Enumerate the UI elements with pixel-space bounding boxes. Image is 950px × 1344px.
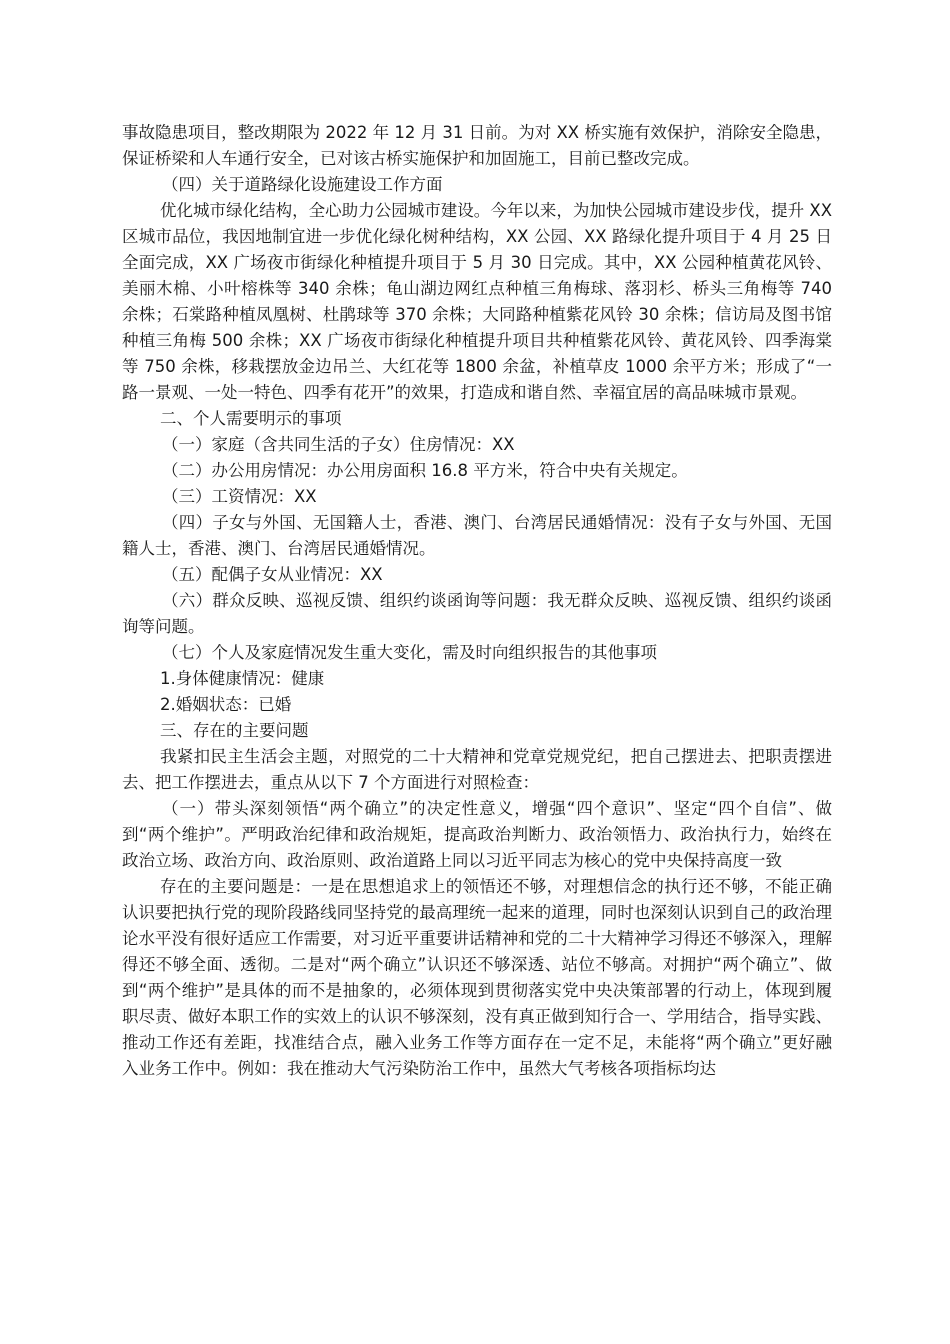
heading-personal-matters: 二、个人需要明示的事项 (160, 409, 342, 428)
paragraph-greening-detail: 优化城市绿化结构，全心助力公园城市建设。今年以来，为加快公园城市建设步伐，提升 XX 区城市品位，我因地制宜进一步优化绿化树种结构，XX 公园、XX 路绿化提升项目于 4 月 25 日全面完成，XX 广场夜市街绿化种植提升项目于 5 月 30 日完成。其中，XX 公园种植黄花风铃、美丽木棉、小叶榕株等 340 余株；龟山湖边网红点种植三角梅球、落羽杉、桥头三角梅等 740 余株；石棠路种植凤凰树、杜鹃球等 370 余株；大同路种植紫花风铃 30 余株；信访局及图书馆种植三角梅 500 余株；XX 广场夜市街绿化种植提升项目共种植紫花风铃、黄花风铃、四季海棠等 750 余株，移栽摆放金边吊兰、大红花等 1800 余盆，补植草皮 1000 余平方米；形成了“一路一景观、一处一特色、四季有花开”的效果，打造成和谐自然、幸福宜居的高品味城市景观。 (122, 201, 832, 402)
item-housing: （一）家庭（含共同生活的子女）住房情况：XX (162, 435, 515, 454)
paragraph-self-check-intro: 我紧扣民主生活会主题，对照党的二十大精神和党章党规党纪，把自己摆进去、把职责摆进去、把工作摆进去，重点从以下 7 个方面进行对照检查： (122, 747, 832, 792)
heading-two-establishments: （一）带头深刻领悟“两个确立”的决定性意义，增强“四个意识”、坚定“四个自信”、做到“两个维护”。严明政治纪律和政治规矩，提高政治判断力、政治领悟力、政治执行力，始终在政治立场、政治方向、政治原则、政治道路上同以习近平同志为核心的党中央保持高度一致 (122, 799, 832, 870)
document-page (122, 120, 832, 1082)
paragraph-problems-detail: 存在的主要问题是：一是在思想追求上的领悟还不够，对理想信念的执行还不够，不能正确认识要把执行党的现阶段路线同坚持党的最高理统一起来的道理，同时也深刻认识到自己的政治理论水平没有很好适应工作需要，对习近平重要讲话精神和党的二十大精神学习得还不够深入，理解得还不够全面、透彻。二是对“两个确立”认识还不够深透、站位不够高。对拥护“两个确立”、做到“两个维护”是具体的而不是抽象的，必须体现到贯彻落实党中央决策部署的行动上，体现到履职尽责、做好本职工作的实效上的认识不够深刻，没有真正做到知行合一、学用结合，指导实践、推动工作还有差距，找准结合点，融入业务工作等方面存在一定不足，未能将“两个确立”更好融入业务工作中。例如：我在推动大气污染防治工作中，虽然大气考核各项指标均达 (122, 877, 832, 1078)
heading-greening-section: （四）关于道路绿化设施建设工作方面 (162, 175, 443, 194)
item-health: 1.身体健康情况：健康 (160, 669, 325, 688)
item-salary: （三）工资情况：XX (162, 487, 317, 506)
heading-main-problems: 三、存在的主要问题 (160, 721, 309, 740)
item-children-marriage: （四）子女与外国、无国籍人士，香港、澳门、台湾居民通婚情况：没有子女与外国、无国籍人士，香港、澳门、台湾居民通婚情况。 (122, 513, 832, 558)
paragraph-bridge-repair: 事故隐患项目，整改期限为 2022 年 12 月 31 日前。为对 XX 桥实施有效保护，消除安全隐患，保证桥梁和人车通行安全，已对该古桥实施保护和加固施工，目前已整改完成。 (122, 123, 832, 168)
item-office: （二）办公用房情况：办公用房面积 16.8 平方米，符合中央有关规定。 (162, 461, 688, 480)
item-major-changes: （七）个人及家庭情况发生重大变化，需及时向组织报告的其他事项 (162, 643, 657, 662)
item-marital-status: 2.婚姻状态：已婚 (160, 695, 292, 714)
item-complaints: （六）群众反映、巡视反馈、组织约谈函询等问题：我无群众反映、巡视反馈、组织约谈函询等问题。 (122, 591, 832, 636)
item-spouse-employment: （五）配偶子女从业情况：XX (162, 565, 383, 584)
